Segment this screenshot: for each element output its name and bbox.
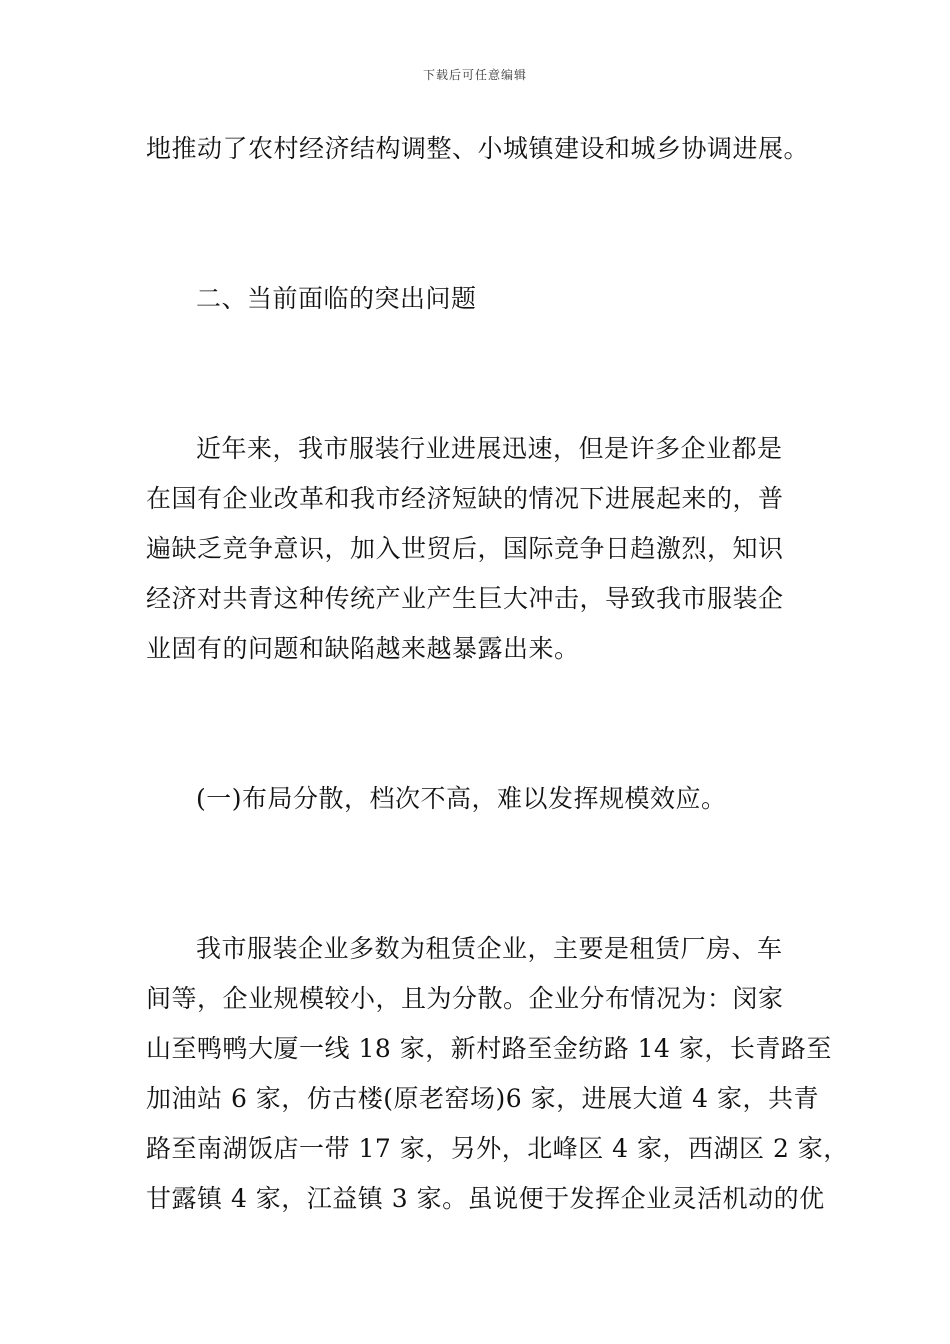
subsection-heading: (一)布局分散，档次不高，难以发挥规模效应。 <box>196 784 727 813</box>
paragraph-line: 在国有企业改革和我市经济短缺的情况下进展起来的，普 <box>146 484 784 513</box>
header-note: 下载后可任意编辑 <box>422 68 527 82</box>
paragraph-line: 我市服装企业多数为租赁企业，主要是租赁厂房、车 <box>196 934 783 963</box>
paragraph-line: 业固有的问题和缺陷越来越暴露出来。 <box>146 634 580 663</box>
paragraph-line: 甘露镇 4 家，江益镇 3 家。虽说便于发挥企业灵活机动的优 <box>146 1184 825 1213</box>
paragraph-line: 山至鸭鸭大厦一线 18 家，新村路至金纺路 14 家，长青路至 <box>146 1034 832 1063</box>
paragraph-line: 近年来，我市服装行业进展迅速，但是许多企业都是 <box>196 434 783 463</box>
paragraph-line: 经济对共青这种传统产业产生巨大冲击，导致我市服装企 <box>146 584 784 613</box>
paragraph-line: 路至南湖饭店一带 17 家，另外，北峰区 4 家，西湖区 2 家， <box>146 1134 849 1163</box>
paragraph-line: 遍缺乏竞争意识，加入世贸后，国际竞争日趋激烈，知识 <box>146 534 784 563</box>
paragraph-line: 地推动了农村经济结构调整、小城镇建设和城乡协调进展。 <box>146 134 810 163</box>
paragraph-line: 加油站 6 家，仿古楼(原老窑场)6 家，进展大道 4 家，共青 <box>146 1084 819 1113</box>
section-heading: 二、当前面临的突出问题 <box>196 284 477 313</box>
paragraph-line: 间等，企业规模较小，且为分散。企业分布情况为：闵家 <box>146 984 784 1013</box>
